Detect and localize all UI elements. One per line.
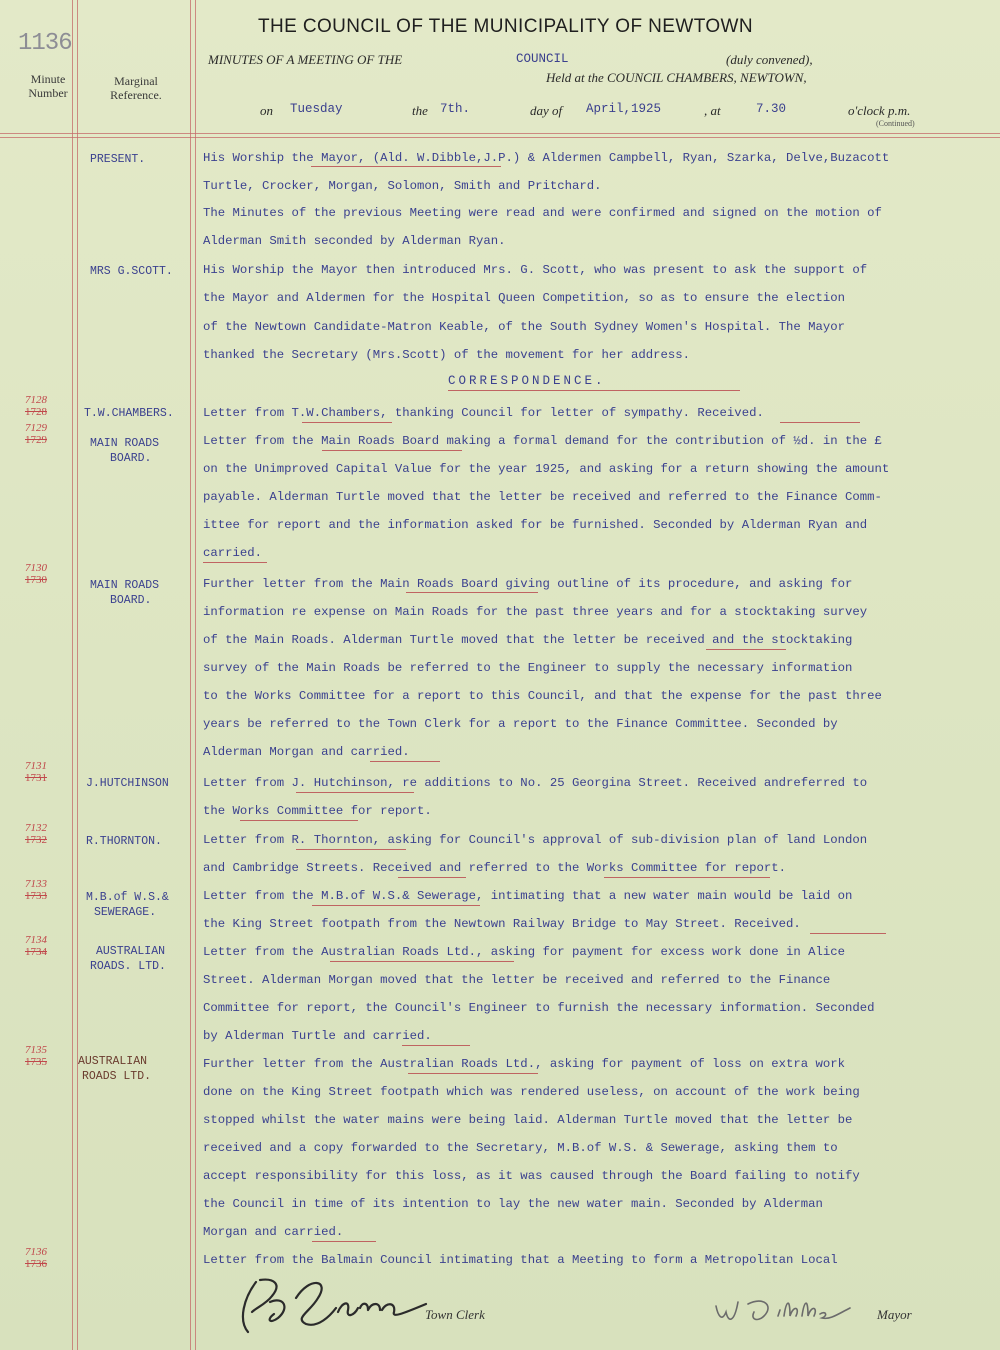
- minute-number: 7134 1734: [25, 934, 47, 958]
- margin-ref-hutchinson: J.HUTCHINSON: [86, 777, 169, 790]
- underline-mark: [311, 166, 501, 167]
- minute-number: 7130 1730: [25, 562, 47, 586]
- underline-mark: [240, 820, 358, 821]
- on-label: on: [260, 103, 273, 118]
- body-line: of the Newtown Candidate-Matron Keable, of the South Sydney Women's Hospital. The Mayor: [203, 320, 846, 334]
- body-line: His Worship the Mayor then introduced Mrs. G. Scott, who was present to ask the support of: [203, 263, 868, 277]
- margin-ref-main-roads-2: MAIN ROADS BOARD.: [90, 579, 160, 607]
- underline-mark: [406, 592, 538, 593]
- underline-mark: [203, 562, 267, 563]
- body-line: Committee for report, the Council's Engineer to furnish the necessary information. Seconded: [203, 1001, 875, 1015]
- continued-label: (Continued): [876, 119, 915, 128]
- body-line: stopped whilst the water mains were being laid. Alderman Turtle moved that the letter be: [203, 1113, 853, 1127]
- underline-mark: [296, 792, 414, 793]
- underline-mark: [448, 390, 740, 391]
- reference-column-rule-2: [195, 0, 196, 1350]
- body-line: ittee for report and the information asked for be furnished. Seconded by Alderman Ryan and: [203, 518, 868, 532]
- body-line: Letter from R. Thornton, asking for Council's approval of sub-division plan of land London: [203, 833, 868, 847]
- body-line: to the Works Committee for a report to this Council, and that the expense for the past three: [203, 689, 882, 703]
- held-at-label: Held at the COUNCIL CHAMBERS, NEWTOWN,: [546, 70, 807, 85]
- body-line: the Works Committee for report.: [203, 804, 432, 818]
- body-line: Letter from the M.B.of W.S.& Sewerage, intimating that a new water main would be laid on: [203, 889, 853, 903]
- body-line: and Cambridge Streets. Received and referred to the Works Committee for report.: [203, 861, 786, 875]
- body-line: carried.: [203, 546, 263, 560]
- margin-ref-thornton: R.THORNTON.: [86, 835, 162, 848]
- duly-convened-label: (duly convened),: [726, 52, 813, 67]
- body-line: done on the King Street footpath which was rendered useless, on account of the work being: [203, 1085, 860, 1099]
- body-line: survey of the Main Roads be referred to the Engineer to supply the necessary information: [203, 661, 853, 675]
- body-line: Morgan and carried.: [203, 1225, 344, 1239]
- margin-ref-chambers: T.W.CHAMBERS.: [84, 407, 174, 420]
- underline-mark: [370, 761, 440, 762]
- body-line: Letter from the Balmain Council intimating that a Meeting to form a Metropolitan Local: [203, 1253, 838, 1267]
- body-line: the Council in time of its intention to lay the new water main. Seconded by Alderman: [203, 1197, 823, 1211]
- minute-column-rule: [72, 0, 73, 1350]
- margin-ref-scott: MRS G.SCOTT.: [90, 265, 173, 278]
- minutes-of-label: MINUTES OF A MEETING OF THE: [208, 52, 403, 67]
- meeting-weekday: Tuesday: [290, 102, 343, 116]
- body-line: the Mayor and Aldermen for the Hospital Queen Competition, so as to ensure the election: [203, 291, 846, 305]
- minute-number: 7128 1728: [25, 394, 47, 418]
- body-line: Letter from J. Hutchinson, re additions to No. 25 Georgina Street. Received andreferred to: [203, 776, 868, 790]
- body-line: Alderman Morgan and carried.: [203, 745, 410, 759]
- body-line: Further letter from the Australian Roads Ltd., asking for payment of loss on extra work: [203, 1057, 846, 1071]
- underline-mark: [312, 1241, 376, 1242]
- underline-mark: [408, 1073, 538, 1074]
- at-label: , at: [704, 103, 721, 118]
- minute-column-rule-2: [77, 0, 78, 1350]
- margin-ref-main-roads-1: MAIN ROADS BOARD.: [90, 437, 160, 465]
- meeting-month-year: April,1925: [586, 102, 662, 116]
- underline-mark: [302, 422, 392, 423]
- underline-mark: [296, 849, 406, 850]
- header-rule-2: [0, 137, 1000, 138]
- underline-mark: [780, 422, 860, 423]
- oclock-label: o'clock p.m.: [848, 103, 911, 118]
- page-title: THE COUNCIL OF THE MUNICIPALITY OF NEWTOWN: [258, 16, 753, 37]
- body-line: accept responsibility for this loss, as it was caused through the Board failing to notify: [203, 1169, 860, 1183]
- underline-mark: [706, 649, 786, 650]
- body-line: Letter from T.W.Chambers, thanking Council for letter of sympathy. Received.: [203, 406, 764, 420]
- meeting-day: 7th.: [440, 102, 471, 116]
- underline-mark: [322, 450, 462, 451]
- body-line: Letter from the Main Roads Board making a formal demand for the contribution of ½d. in the £: [203, 434, 882, 448]
- underline-mark: [402, 1045, 470, 1046]
- minute-number: 7136 1736: [25, 1246, 47, 1270]
- body-line: received and a copy forwarded to the Secretary, M.B.of W.S. & Sewerage, asking them to: [203, 1141, 838, 1155]
- body-line: Street. Alderman Morgan moved that the letter be received and referred to the Finance: [203, 973, 831, 987]
- mayor-signature: [708, 1282, 858, 1332]
- minute-number-heading: Minute Number: [28, 72, 68, 100]
- body-line: His Worship the Mayor, (Ald. W.Dibble,J.P.) & Aldermen Campbell, Ryan, Szarka, Delve,Buzacott: [203, 151, 890, 165]
- town-clerk-label: Town Clerk: [425, 1307, 485, 1322]
- minute-number: 7131 1731: [25, 760, 47, 784]
- body-line: Letter from the Australian Roads Ltd., asking for payment for excess work done in Alice: [203, 945, 846, 959]
- body-line: of the Main Roads. Alderman Turtle moved that the letter be received and the stocktaking: [203, 633, 853, 647]
- margin-ref-mbws: M.B.of W.S.& SEWERAGE.: [86, 891, 169, 919]
- the-label: the: [412, 103, 428, 118]
- body-line: Alderman Smith seconded by Alderman Ryan.: [203, 234, 506, 248]
- body-line: Further letter from the Main Roads Board giving outline of its procedure, and asking for: [203, 577, 853, 591]
- underline-mark: [330, 961, 514, 962]
- body-line: by Alderman Turtle and carried.: [203, 1029, 432, 1043]
- header-rule: [0, 133, 1000, 134]
- underline-mark: [604, 877, 770, 878]
- body-line: the King Street footpath from the Newtown Railway Bridge to May Street. Received.: [203, 917, 801, 931]
- body-line: The Minutes of the previous Meeting were read and were confirmed and signed on the motion of: [203, 206, 882, 220]
- body-line: years be referred to the Town Clerk for a report to the Finance Committee. Seconded by: [203, 717, 838, 731]
- minute-number: 7132 1732: [25, 822, 47, 846]
- minute-number: 7129 1729: [25, 422, 47, 446]
- section-heading: CORRESPONDENCE.: [448, 374, 606, 388]
- margin-ref-australian-roads-1: AUSTRALIAN ROADS. LTD.: [90, 945, 166, 973]
- margin-ref-australian-roads-2: AUSTRALIAN ROADS LTD.: [78, 1055, 152, 1083]
- mayor-label: Mayor: [877, 1307, 912, 1322]
- underline-mark: [810, 933, 886, 934]
- meeting-body: COUNCIL: [516, 52, 569, 66]
- reference-column-rule: [190, 0, 191, 1350]
- page-number: 1136: [18, 30, 72, 57]
- body-line: payable. Alderman Turtle moved that the letter be received and referred to the Finance Comm-: [203, 490, 882, 504]
- body-line: thanked the Secretary (Mrs.Scott) of the movement for her address.: [203, 348, 691, 362]
- underline-mark: [312, 905, 480, 906]
- meeting-time: 7.30: [756, 102, 787, 116]
- day-of-label: day of: [530, 103, 563, 118]
- body-line: information re expense on Main Roads for the past three years and for a stocktaking survey: [203, 605, 868, 619]
- body-line: on the Unimproved Capital Value for the year 1925, and asking for a return showing the amount: [203, 462, 890, 476]
- margin-ref-present: PRESENT.: [90, 153, 146, 166]
- body-line: Turtle, Crocker, Morgan, Solomon, Smith and Pritchard.: [203, 179, 602, 193]
- minute-number: 7135 1735: [25, 1044, 47, 1068]
- minute-number: 7133 1733: [25, 878, 47, 902]
- underline-mark: [398, 877, 466, 878]
- marginal-reference-heading: Marginal Reference.: [110, 74, 162, 102]
- town-clerk-signature: [226, 1268, 436, 1348]
